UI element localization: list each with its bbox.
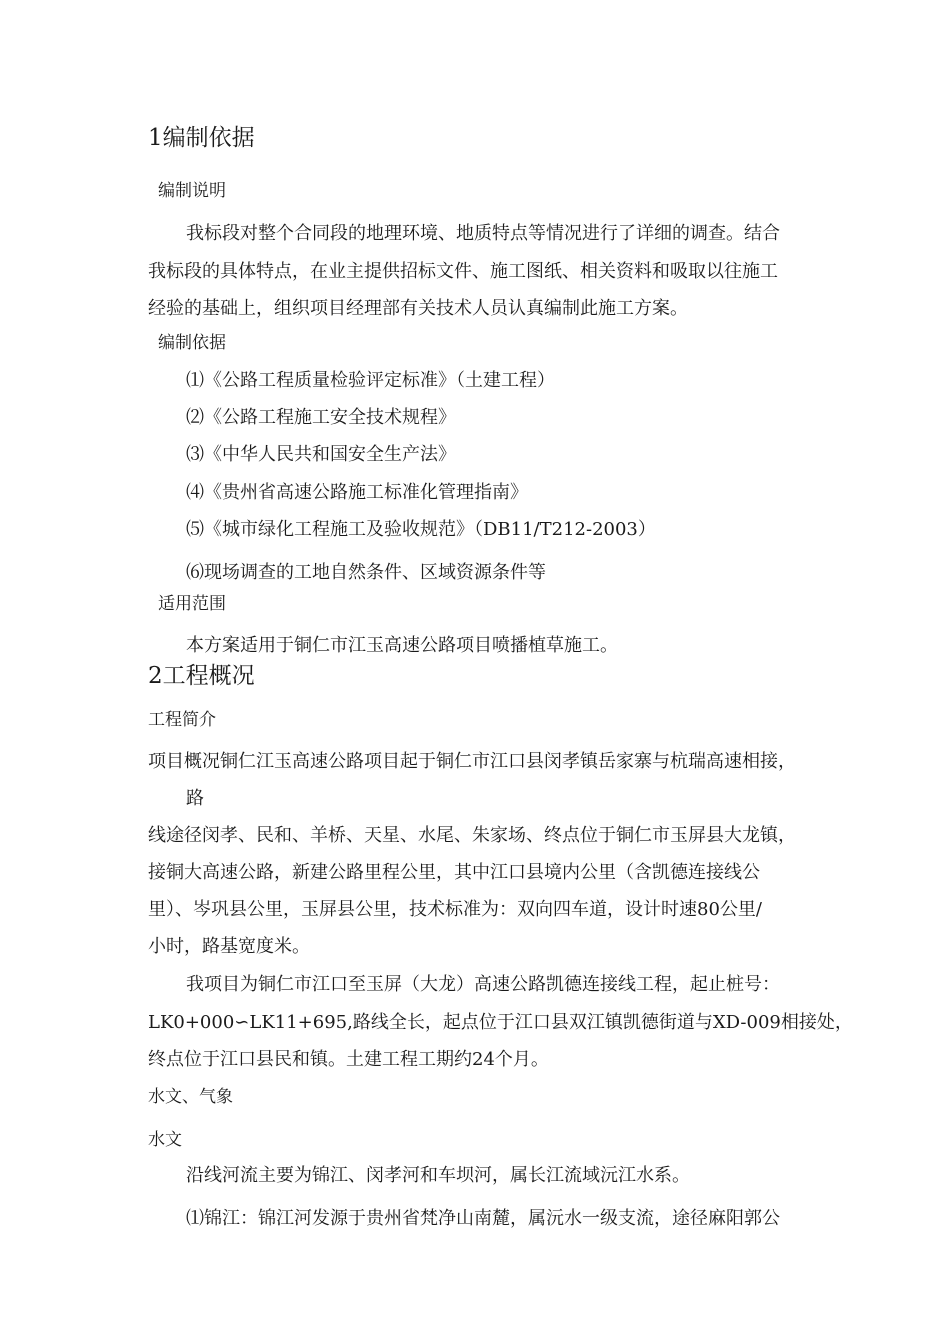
paragraph-line: 项目概况铜仁江玉高速公路项目起于铜仁市江口县闵孝镇岳家寨与杭瑞高速相接， (148, 751, 796, 772)
subheading-intro: 工程简介 (148, 710, 216, 730)
paragraph-line: 小时，路基宽度米。 (148, 936, 310, 957)
section-1-heading: 1编制依据 (148, 125, 255, 151)
basis-list-item: ⑶《中华人民共和国安全生产法》 (186, 444, 456, 465)
paragraph-line: 线途径闵孝、民和、羊桥、天星、水尾、朱家场、终点位于铜仁市玉屏县大龙镇， (148, 825, 796, 846)
paragraph-line: 经验的基础上，组织项目经理部有关技术人员认真编制此施工方案。 (148, 298, 688, 319)
subheading-hydro-weather: 水文、气象 (148, 1087, 233, 1107)
basis-list-item: ⑸《城市绿化工程施工及验收规范》（DB11/T212-2003） (186, 519, 656, 540)
paragraph-line: 我标段的具体特点，在业主提供招标文件、施工图纸、相关资料和吸取以往施工 (148, 261, 778, 282)
paragraph-line: 我标段对整个合同段的地理环境、地质特点等情况进行了详细的调查。结合 (186, 223, 780, 244)
paragraph-line: 我项目为铜仁市江口至玉屏（大龙）高速公路凯德连接线工程，起止桩号： (186, 974, 780, 995)
basis-list-item: ⑵《公路工程施工安全技术规程》 (186, 407, 456, 428)
paragraph-line: 路 (186, 788, 204, 809)
subheading-scope: 适用范围 (158, 594, 226, 614)
paragraph-line: 沿线河流主要为锦江、闵孝河和车坝河，属长江流域沅江水系。 (186, 1165, 690, 1186)
scope-paragraph: 本方案适用于铜仁市江玉高速公路项目喷播植草施工。 (186, 635, 618, 656)
subheading-basis: 编制依据 (158, 333, 226, 353)
paragraph-line: 里）、岑巩县公里，玉屏县公里，技术标准为：双向四车道，设计时速80公里/ (148, 899, 762, 920)
basis-list-item: ⑹现场调查的工地自然条件、区域资源条件等 (186, 562, 546, 583)
paragraph-line: 终点位于江口县民和镇。土建工程工期约24个月。 (148, 1049, 549, 1070)
subheading-hydrology: 水文 (148, 1130, 182, 1150)
paragraph-line: LK0+000∽LK11+695,路线全长，起点位于江口县双江镇凯德街道与XD-009相接处， (148, 1012, 853, 1033)
section-2-heading: 2工程概况 (148, 663, 255, 689)
basis-list-item: ⑴《公路工程质量检验评定标准》（土建工程） (186, 370, 555, 391)
subheading-explanation: 编制说明 (158, 181, 226, 201)
paragraph-line: ⑴锦江：锦江河发源于贵州省梵净山南麓，属沅水一级支流，途径麻阳郭公 (186, 1208, 780, 1229)
paragraph-line: 接铜大高速公路，新建公路里程公里，其中江口县境内公里（含凯德连接线公 (148, 862, 760, 883)
basis-list-item: ⑷《贵州省高速公路施工标准化管理指南》 (186, 482, 528, 503)
